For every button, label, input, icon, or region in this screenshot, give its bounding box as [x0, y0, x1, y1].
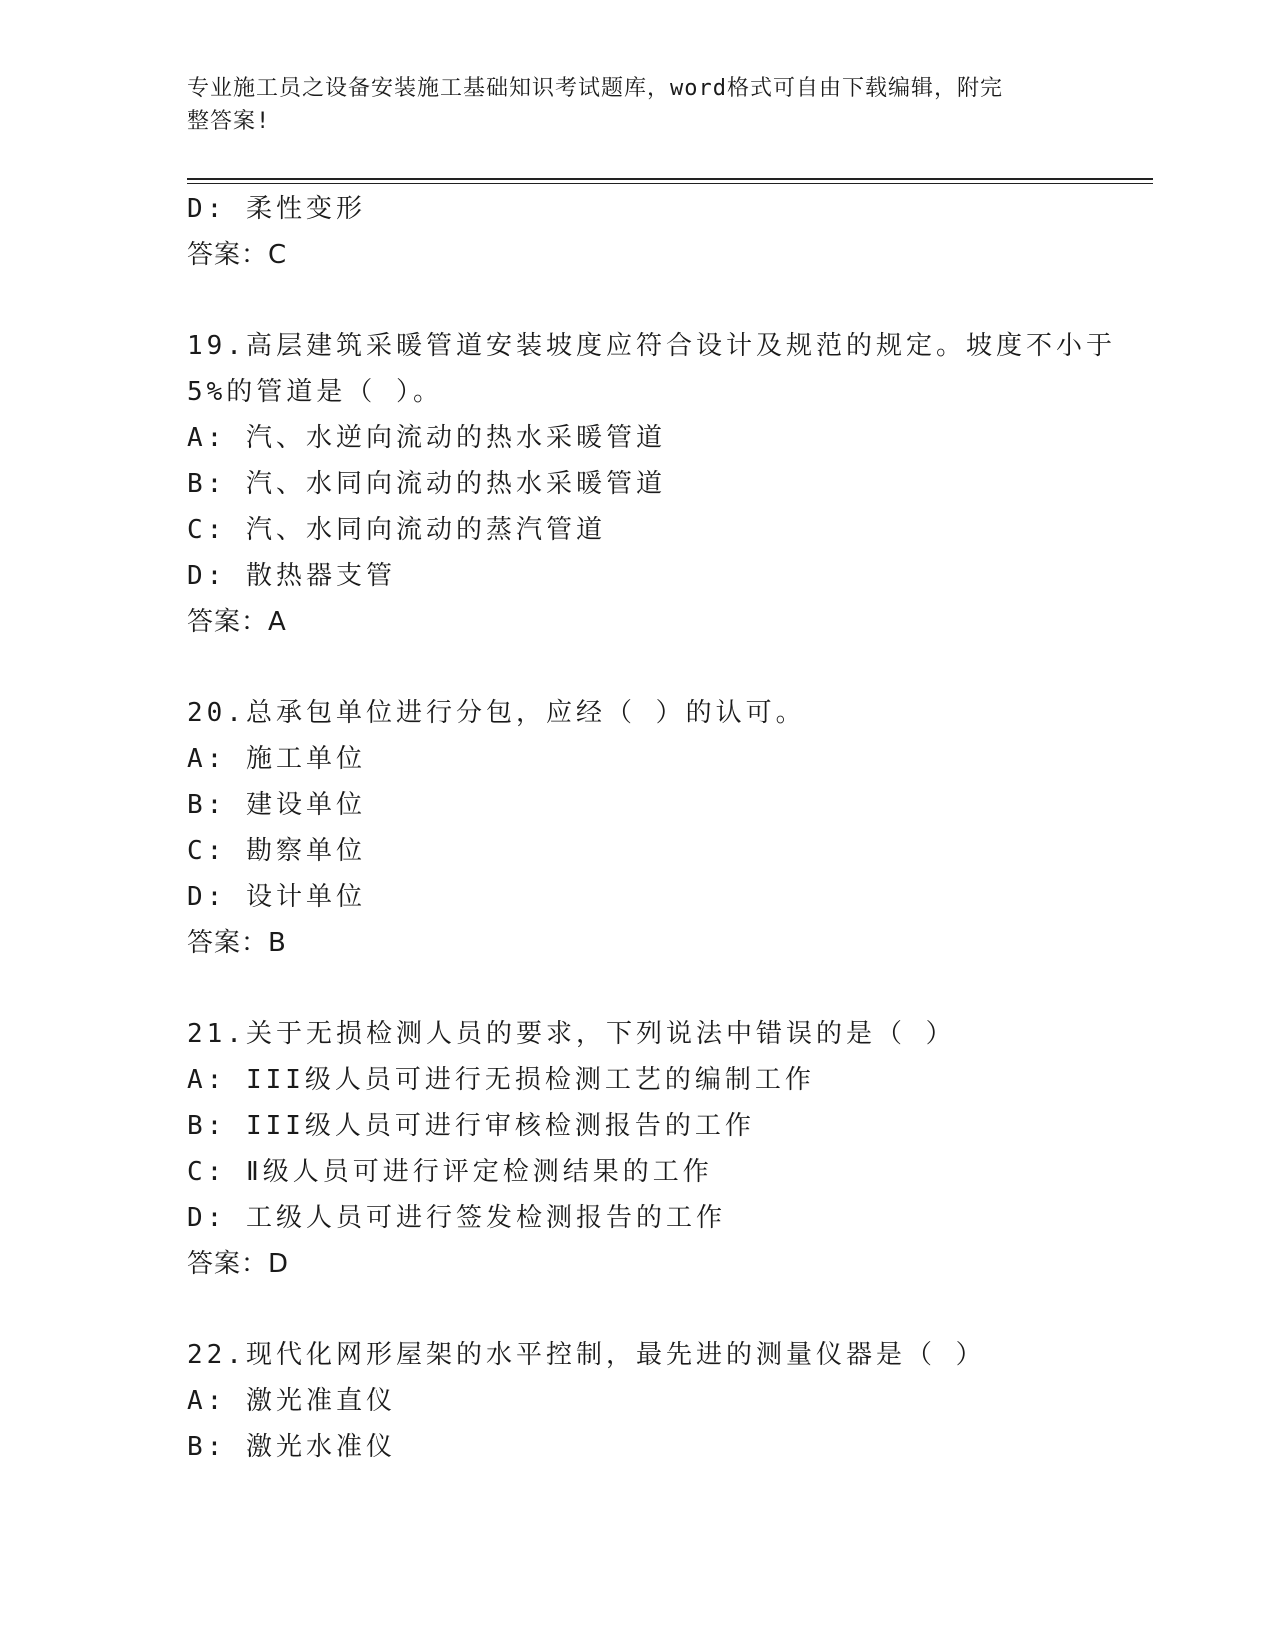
q22-option-b: B: 激光水准仪 [187, 1432, 396, 1462]
question-21 [187, 1011, 1107, 1287]
question-19 [187, 323, 1116, 645]
question-list [187, 186, 1116, 1470]
q19-option-c: C: 汽、水同向流动的蒸汽管道 [187, 515, 606, 545]
q21-option-d: D: 工级人员可进行签发检测报告的工作 [187, 1203, 726, 1233]
q19-answer: 答案：A [187, 607, 287, 637]
header-rule-thin [187, 183, 1153, 184]
q21-option-c: C: Ⅱ级人员可进行评定检测结果的工作 [187, 1157, 713, 1187]
question-18-tail [187, 186, 1107, 278]
question-20 [187, 690, 1107, 966]
q20-option-c: C: 勘察单位 [187, 836, 366, 866]
q18-option-d: D: 柔性变形 [187, 194, 366, 224]
q22-stem: 22.现代化网形屋架的水平控制，最先进的测量仪器是（ ） [187, 1340, 986, 1370]
q20-answer: 答案：B [187, 928, 287, 958]
q20-option-a: A: 施工单位 [187, 744, 366, 774]
header-rule-thick [187, 178, 1153, 180]
q21-option-a: A: III级人员可进行无损检测工艺的编制工作 [187, 1065, 815, 1095]
document-header [187, 72, 1067, 138]
q19-option-d: D: 散热器支管 [187, 561, 396, 591]
q19-stem-line-1: 19.高层建筑采暖管道安装坡度应符合设计及规范的规定。坡度不小于 [187, 331, 1116, 361]
q18-answer: 答案：C [187, 240, 288, 270]
q20-option-b: B: 建设单位 [187, 790, 366, 820]
q22-option-a: A: 激光准直仪 [187, 1386, 396, 1416]
header-line-1: 专业施工员之设备安装施工基础知识考试题库，word格式可自由下载编辑，附完 [187, 76, 1003, 101]
question-22 [187, 1332, 1107, 1470]
q19-option-b: B: 汽、水同向流动的热水采暖管道 [187, 469, 666, 499]
q21-option-b: B: III级人员可进行审核检测报告的工作 [187, 1111, 755, 1141]
q19-option-a: A: 汽、水逆向流动的热水采暖管道 [187, 423, 666, 453]
q21-answer: 答案：D [187, 1249, 290, 1279]
q19-stem-line-2: 5%的管道是（ ）。 [187, 377, 443, 407]
q21-stem: 21.关于无损检测人员的要求，下列说法中错误的是（ ） [187, 1019, 956, 1049]
header-line-2: 整答案! [187, 109, 271, 134]
q20-stem: 20.总承包单位进行分包，应经（ ）的认可。 [187, 698, 806, 728]
q20-option-d: D: 设计单位 [187, 882, 366, 912]
